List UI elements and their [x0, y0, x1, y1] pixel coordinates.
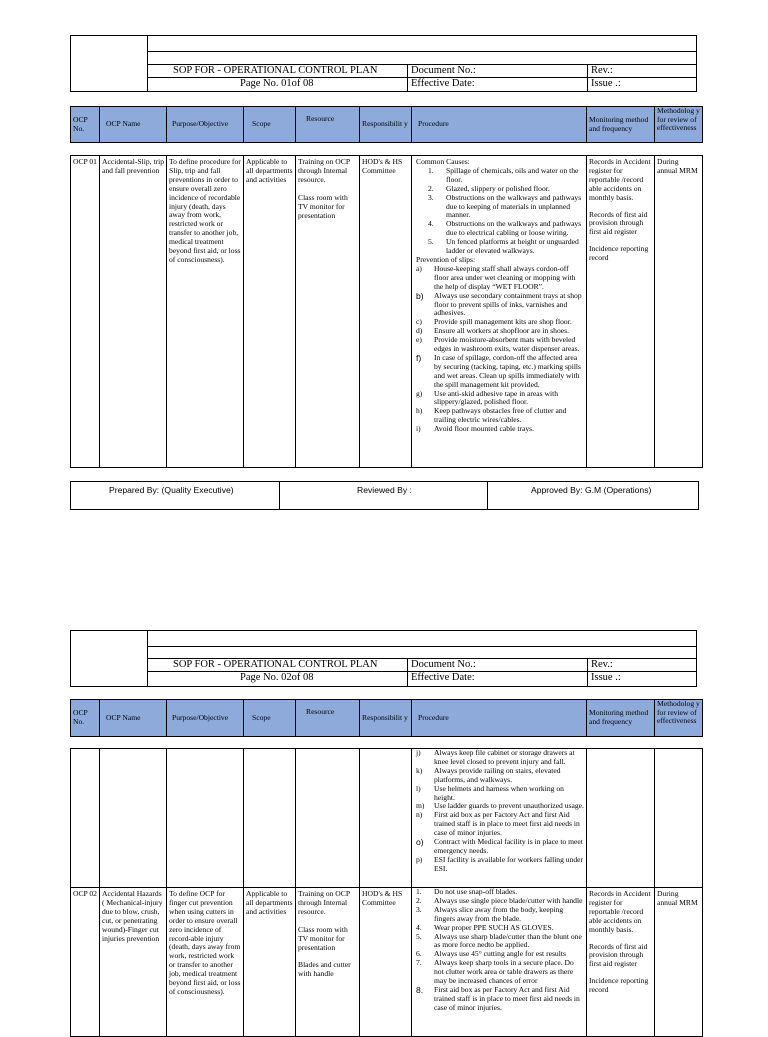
col-ocp-no: OCP No. [70, 106, 100, 143]
list-item-text: Always keep file cabinet or storage drawers at knee level closed to prevent injury and fall. [434, 748, 575, 766]
ocp01-methodology: During annual MRM [654, 155, 703, 468]
page-number: Page No. 01of 08 [240, 78, 314, 89]
cont-ocp-no [70, 748, 100, 888]
list-item-marker: p) [416, 854, 423, 864]
list-item [416, 986, 584, 1013]
list-item-marker: 6. [416, 949, 422, 959]
col-purpose-2: Purpose/Objective [166, 699, 244, 737]
col-ocp-name: OCP Name [99, 106, 167, 143]
list-item [416, 238, 584, 256]
list-item-text: Provide moisture-absorbent mats with beveled edges in washroom exits, water dispenser areas. [434, 335, 580, 354]
cont-procedure [411, 748, 587, 888]
list-item-text: Ensure all workers at shopfloor are in shoes. [434, 326, 569, 336]
approved-by: Approved By: G.M (Operations) [531, 485, 652, 495]
col-ocp-no-2: OCP No. [70, 699, 100, 737]
list-item-marker: 2. [416, 895, 422, 905]
list-item-marker: f) [416, 352, 422, 363]
issue-label-2: Issue .: [591, 672, 621, 683]
ocp02-no: OCP 02 [70, 887, 100, 1037]
ocp01-responsibility: HOD's & HS Committee [359, 155, 412, 468]
list-item-marker: j) [416, 748, 421, 757]
ocp01-purpose: To define procedure for Slip, trip and fall preventions in order to ensure overall zero incidence of recordable injury (death, days away from work, restricted work or transfer to another job, medical treatment beyond first aid, or loss of consciousness). [166, 155, 244, 468]
list-item-text: Always use sharp blade/cutter than the blunt one as more force nedto be applied. [434, 931, 582, 950]
col-resource-2: Resource [295, 699, 360, 737]
list-item-text: Avoid floor mounted cable trays. [434, 424, 535, 434]
cont-responsibility [359, 748, 412, 888]
list-item-marker: 5. [416, 931, 422, 941]
ocp02-resource-training: Training on OCP through Internal resource. [298, 889, 350, 916]
list-item-text: First aid box as per Factory Act and first Aid trained staff is in place to meet first aid needs in case of minor injuries. [434, 984, 580, 1012]
ocp02-methodology: During annual MRM [654, 887, 703, 1037]
ocp02-purpose: To define OCP for finger cut prevention when using cutters in order to ensure overall zero incidence of record-able injury (death, days away from work, restricted work or transfer to another job, medical treatment beyond first aid, or loss of consciousness). [166, 887, 244, 1037]
list-item-marker: 1. [428, 165, 434, 175]
col-scope-2: Scope [243, 699, 296, 737]
list-item-text: Use ladder guards to prevent unauthorized usage. [434, 801, 584, 811]
cont-methodology [654, 748, 703, 888]
list-item-text: Glazed, slippery or polished floor. [446, 183, 550, 193]
prevention-heading: Prevention of slips: [416, 254, 476, 264]
list-item-marker: 3. [416, 904, 422, 914]
list-item [416, 933, 584, 951]
list-item [416, 749, 584, 767]
list-item-marker: l) [416, 783, 421, 793]
col-scope: Scope [243, 106, 296, 143]
list-item [416, 354, 584, 390]
list-item [416, 292, 584, 319]
col-procedure: Procedure [411, 106, 587, 143]
list-item-text: First aid box as per Factory Act and first Aid trained staff is in place to meet first aid needs in case of minor injuries. [434, 810, 580, 838]
ocp01-monitoring-incidence: Incidence reporting record [589, 244, 649, 263]
list-item-text: Always use secondary containment trays at shop floor to prevent spills of inks, varnishes and adhesives. [434, 290, 582, 318]
ocp01-monitoring-first-aid: Records of first aid provision through first aid register [589, 209, 648, 237]
ocp01-procedure [411, 155, 587, 468]
list-item-marker: e) [416, 335, 422, 345]
ocp02-procedure [411, 887, 587, 1037]
list-item [416, 767, 584, 785]
sop-title: SOP FOR - OPERATIONAL CONTROL PLAN [173, 65, 378, 76]
common-causes-list [416, 167, 584, 256]
rev-label-2: Rev.: [591, 659, 613, 670]
list-item-text: Obstructions on the walkways and pathways due to electrical cabling or loose wiring. [446, 219, 582, 238]
list-item-text: Always keep sharp tools in a secure place. Do not clutter work area or table drawers as there may be increased chances of error [434, 958, 574, 986]
cont-resource [295, 748, 360, 888]
list-item-marker: 2. [428, 183, 434, 193]
list-item-text: Provide spill management kits are shop floor. [434, 317, 572, 327]
list-item-marker: i) [416, 424, 421, 434]
list-item-marker: b) [416, 290, 424, 301]
ocp01-scope: Applicable to all departments and activities [243, 155, 296, 468]
ocp01-monitoring [586, 155, 655, 468]
list-item-marker: k) [416, 765, 423, 775]
page-number-2: Page No. 02of 08 [240, 672, 314, 683]
finger-cut-steps-list [416, 888, 584, 1013]
list-item-marker: 8. [416, 984, 424, 995]
list-item [416, 167, 584, 185]
ocp02-name: Accidental Hazards ( Mechanical-injury due to blow, crush, cut, or penetrating wound)-Finger cut injuries prevention [99, 887, 167, 1037]
col-monitoring-2: Monitoring method and frequency [586, 699, 655, 737]
list-item-text: Do not use snap-off blades. [434, 887, 518, 896]
list-item-text: Always use single piece blade/cutter with handle [434, 895, 583, 905]
list-item-marker: 3. [428, 192, 434, 202]
list-item-text: Un fenced platforms at height or unguarded ladder or elevated walkways. [446, 237, 579, 256]
col-ocp-name-2: OCP Name [99, 699, 167, 737]
col-methodology-2: Methodolog y for review of effectiveness [654, 699, 703, 737]
cont-ocp-name [99, 748, 167, 888]
list-item-text: In case of spillage, cordon-off the affected area by securing (tacking, taping, etc.) marking spills and wet areas. Clean up spills immediately with the spill management kit provided. [434, 352, 581, 389]
document-no-label: Document No.: [411, 65, 476, 76]
rev-label: Rev.: [591, 65, 613, 76]
list-item-text: House-keeping staff shall always cordon-off floor area under wet cleaning or mopping with the help of display “WET FLOOR”. [434, 263, 576, 291]
list-item-marker: n) [416, 810, 423, 820]
col-responsibility-2: Responsibilit y [359, 699, 412, 737]
list-item-marker: 4. [416, 922, 422, 932]
list-item [416, 906, 584, 924]
list-item-marker: m) [416, 801, 425, 811]
cont-monitoring [586, 748, 655, 888]
prepared-by: Prepared By: (Quality Executive) [109, 485, 234, 495]
col-resource: Resource [295, 106, 360, 143]
list-item [416, 194, 584, 221]
list-item-text: Always use 45° cutting angle for est results [434, 949, 566, 959]
list-item-marker: 5. [428, 237, 434, 247]
effective-date-label: Effective Date: [411, 78, 475, 89]
ocp02-responsibility: HOD's & HS Committee [359, 887, 412, 1037]
col-purpose: Purpose/Objective [166, 106, 244, 143]
col-monitoring: Monitoring method and frequency [586, 106, 655, 143]
prevention-list [416, 265, 584, 434]
list-item-marker: a) [416, 263, 422, 273]
list-item-marker: 4. [428, 219, 434, 229]
list-item-text: Use anti-skid adhesive tape in areas with slippery/glazed, polished floor. [434, 388, 558, 407]
list-item [416, 425, 584, 434]
ocp01-resource-classroom: Class room with TV monitor for presentation [298, 192, 348, 220]
list-item-text: Contract with Medical facility is in place to meet emergency needs. [434, 837, 583, 855]
cont-scope [243, 748, 296, 888]
ocp02-monitoring-incidence: Incidence reporting record [589, 976, 649, 995]
document-no-label-2: Document No.: [411, 659, 476, 670]
ocp02-resource [295, 887, 360, 1037]
prevention-list-continued [416, 749, 584, 874]
ocp02-resource-blades: Blades and cutter with handle [298, 960, 351, 979]
col-procedure-2: Procedure [411, 699, 587, 737]
list-item [416, 838, 584, 856]
sop-title-2: SOP FOR - OPERATIONAL CONTROL PLAN [173, 659, 378, 670]
col-responsibility: Responsibilit y [359, 106, 412, 143]
list-item [416, 785, 584, 803]
list-item-marker: c) [416, 317, 422, 327]
col-methodology: Methodolog y for review of effectiveness [654, 106, 703, 143]
issue-label: Issue .: [591, 78, 621, 89]
list-item [416, 390, 584, 408]
ocp01-name: Accidental-Slip, trip and fall prevention [99, 155, 167, 468]
list-item-marker: 1. [416, 887, 422, 896]
list-item-text: Use helmets and harness when working on height. [434, 783, 564, 802]
ocp01-resource [295, 155, 360, 468]
ocp02-monitoring-accident-register: Records in Accident register for reportable /record able accidents on monthly basis. [589, 889, 651, 934]
ocp01-no: OCP 01 [70, 155, 100, 468]
ocp02-monitoring-first-aid: Records of first aid provision through first aid register [589, 941, 648, 969]
list-item-text: Always provide railing on stairs, elevated platforms, and walkways. [434, 765, 561, 784]
cont-purpose [166, 748, 244, 888]
ocp02-scope: Applicable to all departments and activities [243, 887, 296, 1037]
common-causes-heading: Common Causes: [416, 157, 470, 166]
list-item [416, 336, 584, 354]
ocp02-resource-classroom: Class room with TV monitor for presentation [298, 924, 348, 952]
list-item-marker: h) [416, 406, 423, 416]
reviewed-by: Reviewed By : [357, 485, 412, 495]
list-item-marker: d) [416, 326, 423, 336]
ocp01-resource-training: Training on OCP through Internal resource. [298, 157, 350, 184]
list-item-marker: o) [416, 837, 424, 848]
list-item-text: ESI facility is available for workers falling under ESI. [434, 854, 584, 873]
list-item [416, 811, 584, 838]
list-item [416, 407, 584, 425]
list-item [416, 265, 584, 292]
list-item-text: Always slice away from the body, keeping fingers away from the blade. [434, 904, 564, 923]
list-item-text: Spillage of chemicals, oils and water on the floor. [446, 165, 579, 184]
effective-date-label-2: Effective Date: [411, 672, 475, 683]
list-item-text: Wear proper PPE SUCH AS GLOVES. [434, 922, 554, 932]
list-item-marker: g) [416, 388, 423, 398]
list-item-marker: 7. [416, 958, 422, 968]
list-item [416, 856, 584, 874]
list-item-text: Obstructions on the walkways and pathways due to keeping of materials in unplanned manner. [446, 192, 582, 220]
list-item-text: Keep pathways obstacles free of clutter and trailing electric wires/cables. [434, 406, 567, 425]
ocp01-monitoring-accident-register: Records in Accident register for reportable /record able accidents on monthly basis. [589, 157, 651, 202]
list-item [416, 959, 584, 986]
ocp02-monitoring [586, 887, 655, 1037]
list-item [416, 220, 584, 238]
